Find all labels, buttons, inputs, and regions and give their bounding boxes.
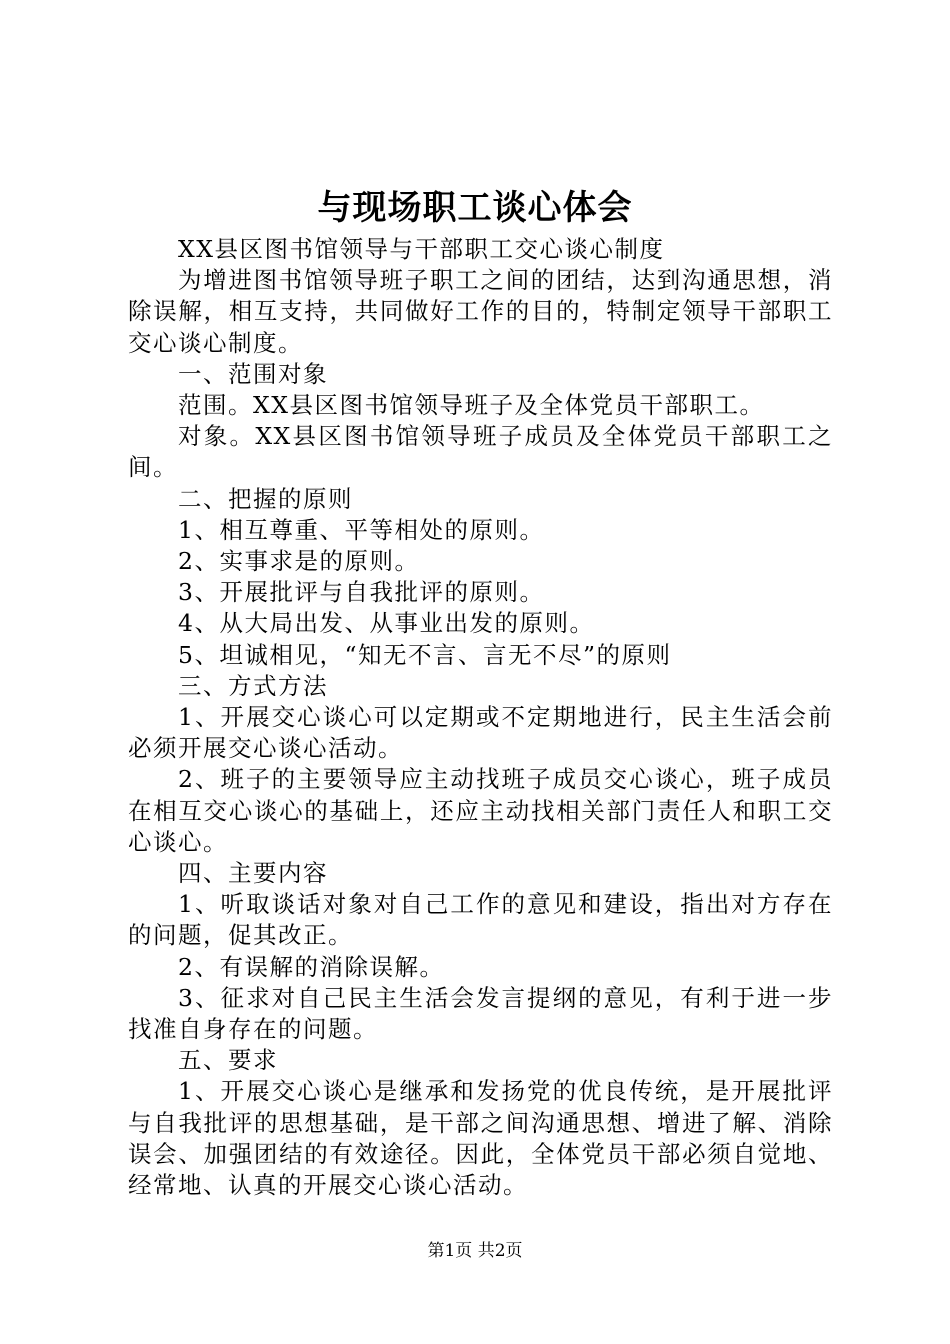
list-item: 1、开展交心谈心可以定期或不定期地进行，民主生活会前必须开展交心谈心活动。	[128, 703, 833, 763]
list-item: 4、从大局出发、从事业出发的原则。	[178, 609, 595, 638]
list-item: 3、开展批评与自我批评的原则。	[178, 578, 545, 607]
doc-paragraph: 范围。XX县区图书馆领导班子及全体党员干部职工。	[178, 391, 765, 420]
section-heading: 三、方式方法	[178, 671, 328, 700]
list-item: 3、征求对自己民主生活会发言提纲的意见，有利于进一步找准自身存在的问题。	[128, 983, 833, 1044]
section-heading: 四、主要内容	[178, 859, 328, 888]
list-item: 1、相互尊重、平等相处的原则。	[178, 515, 545, 544]
document-title: 与现场职工谈心体会	[317, 188, 633, 228]
page-footer: 第1页 共2页	[427, 1241, 523, 1261]
doc-paragraph: XX县区图书馆领导与干部职工交心谈心制度	[178, 235, 665, 263]
list-item: 5、坦诚相见，“知无不言、言无不尽”的原则	[178, 640, 672, 669]
section-heading: 五、要求	[178, 1046, 278, 1075]
doc-paragraph: 为增进图书馆领导班子职工之间的团结，达到沟通思想，消除误解，相互支持，共同做好工作的目的，特制定领导干部职工交心谈心制度。	[128, 266, 833, 357]
list-item: 2、班子的主要领导应主动找班子成员交心谈心，班子成员在相互交心谈心的基础上，还应主动找相关部门责任人和职工交心谈心。	[128, 765, 833, 856]
document-body	[128, 234, 833, 1201]
list-item: 2、实事求是的原则。	[178, 547, 420, 576]
section-heading: 二、把握的原则	[178, 484, 353, 513]
section-heading: 一、范围对象	[178, 359, 328, 388]
list-item: 2、有误解的消除误解。	[178, 952, 445, 981]
doc-paragraph: 对象。XX县区图书馆领导班子成员及全体党员干部职工之间。	[128, 422, 833, 482]
list-item: 1、听取谈话对象对自己工作的意见和建设，指出对方存在的问题，促其改正。	[128, 890, 833, 950]
list-item: 1、开展交心谈心是继承和发扬党的优良传统，是开展批评与自我批评的思想基础，是干部之间沟通思想、增进了解、消除误会、加强团结的有效途径。因此，全体党员干部必须自觉地、经常地、认真的开展交心谈心活动。	[128, 1077, 833, 1200]
